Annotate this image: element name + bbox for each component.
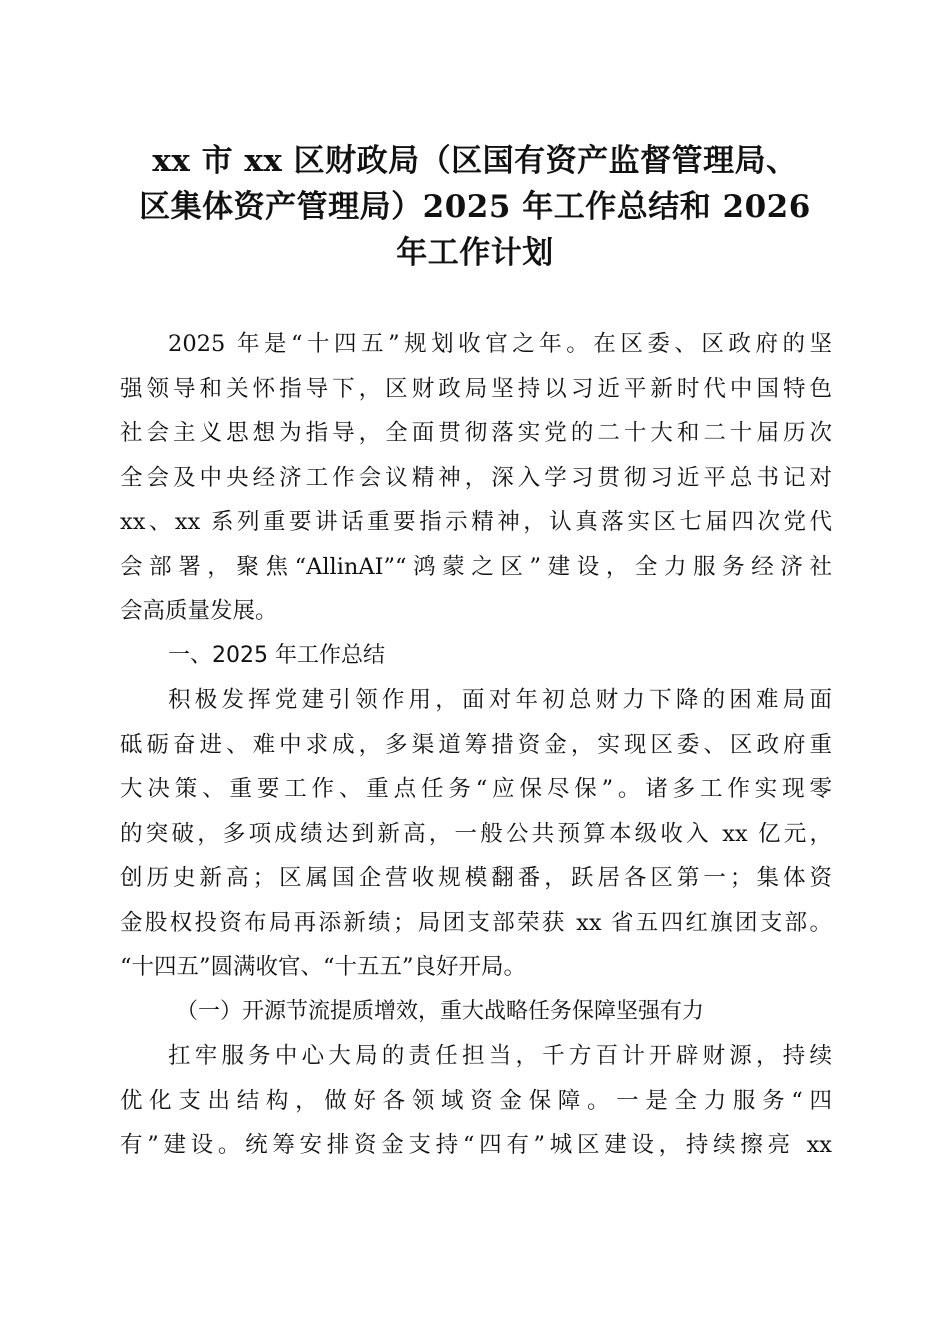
summary-paragraph [120,678,832,990]
document-title [100,138,850,276]
paragraph-line: 大决策、重要工作、重点任务“应保尽保”。诸多工作实现零 [120,776,832,802]
document-body [120,322,832,1168]
paragraph-line: “十四五”圆满收官、“十五五”良好开局。 [120,954,527,980]
paragraph-line: 强领导和关怀指导下，区财政局坚持以习近平新时代中国特色 [120,375,832,402]
paragraph-line: 扛牢服务中心大局的责任担当，千方百计开辟财源，持续 [168,1043,832,1069]
paragraph-line: 优化支出结构，做好各领域资金保障。一是全力服务“四 [120,1087,832,1114]
paragraph-line: 2025 年是“十四五”规划收官之年。在区委、区政府的坚 [168,331,832,357]
title-line: 年工作计划 [396,235,554,271]
paragraph-line: 金股权投资布局再添新绩；局团支部荣获 xx 省五四红旗团支部。 [120,909,832,936]
paragraph-line: 会部署，聚焦“AllinAI”“鸿蒙之区”建设，全力服务经济社 [120,553,832,580]
section-heading: 一、2025 年工作总结 [168,642,385,668]
intro-paragraph [120,322,832,634]
paragraph-line: 全会及中央经济工作会议精神，深入学习贯彻习近平总书记对 [120,464,832,491]
paragraph-line: 积极发挥党建引领作用，面对年初总财力下降的困难局面 [168,687,832,713]
paragraph-line: 社会主义思想为指导，全面贯彻落实党的二十大和二十届历次 [120,420,832,446]
title-line: xx 市 xx 区财政局（区国有资产监督管理局、 [152,143,798,179]
paragraph-line: 的突破，多项成绩达到新高，一般公共预算本级收入 xx 亿元， [120,820,832,847]
title-line: 区集体资产管理局）2025 年工作总结和 2026 [139,189,811,225]
paragraph-line: 创历史新高；区属国企营收规模翻番，跃居各区第一；集体资 [120,865,832,891]
paragraph-line: xx、xx 系列重要讲话重要指示精神，认真落实区七届四次党代 [120,509,832,535]
subsection-heading: （一）开源节流提质增效，重大战略任务保障坚强有力 [176,998,705,1024]
paragraph-line: 会高质量发展。 [120,598,278,624]
subsection-paragraph [120,1034,832,1168]
paragraph-line: 砥砺奋进、难中求成，多渠道筹措资金，实现区委、区政府重 [120,731,832,758]
paragraph-line: 有”建设。统筹安排资金支持“四有”城区建设，持续擦亮 xx [120,1132,832,1158]
